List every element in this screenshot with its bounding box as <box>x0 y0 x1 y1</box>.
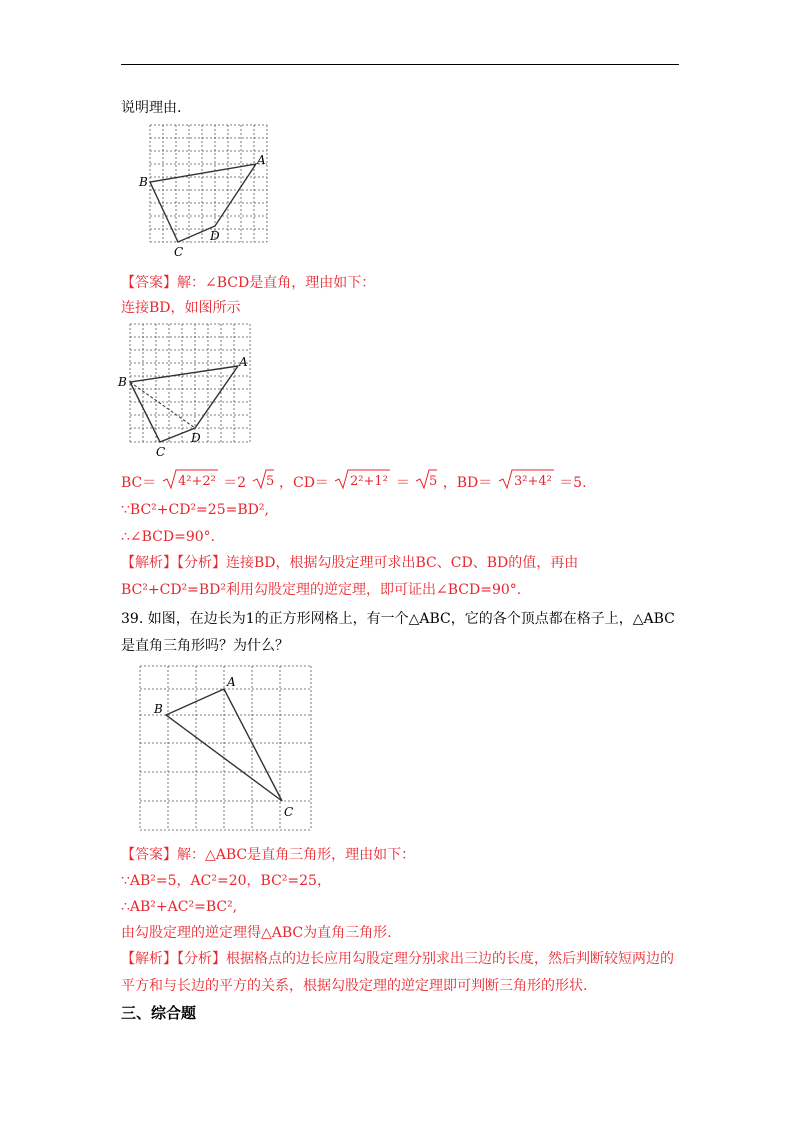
label-b: B <box>139 175 148 189</box>
label-b: B <box>154 702 163 716</box>
radical-cd <box>333 468 391 498</box>
label-a: A <box>227 675 236 689</box>
answer-text: 解：∠BCD是直角，理由如下： <box>177 275 376 291</box>
analysis-label: 【解析】【分析】 <box>121 555 226 571</box>
analysis-text: 连接BD，根据勾股定理可求出BC、CD、BD的值，再由BC²+CD²=BD²利用勾股定理的逆定理，即可证出∠BCD=90°. <box>121 555 579 598</box>
header-rule <box>121 64 679 65</box>
label-d: D <box>210 229 220 243</box>
radical-bd <box>497 468 555 498</box>
figure-grid-3 <box>136 664 321 834</box>
q38-lengths <box>121 468 587 492</box>
q39-answer <box>121 845 415 865</box>
radical-cd-2 <box>414 468 438 498</box>
q38-analysis <box>121 550 681 604</box>
answer-label: 【答案】 <box>121 847 177 863</box>
q39-analysis <box>121 946 681 1000</box>
analysis-label: 【解析】【分析】 <box>121 951 226 967</box>
cd-label: ，CD＝ <box>279 475 329 491</box>
radicand-cd: 2²+1² <box>350 474 389 489</box>
triangle-abc <box>166 689 282 801</box>
q38-answer <box>121 273 375 293</box>
answer-label: 【答案】 <box>121 275 177 291</box>
answer-text: 解：△ABC是直角三角形，理由如下： <box>177 847 416 863</box>
q38-connect: 连接BD，如图所示 <box>121 300 241 316</box>
radical-bc <box>161 468 219 498</box>
q38-therefore: ∴∠BCD=90°. <box>121 529 216 545</box>
q39-conclusion: 由勾股定理的逆定理得△ABC为直角三角形. <box>121 925 392 941</box>
radicand-bc: 4²+2² <box>177 474 216 489</box>
q39-because: ∵AB²=5，AC²=20，BC²=25， <box>121 873 331 889</box>
radicand-cd-2: 5 <box>429 474 438 489</box>
figure-grid-1 <box>136 120 276 260</box>
cd-mid: ＝ <box>395 475 410 491</box>
section-heading: 三、综合题 <box>121 1004 197 1022</box>
grid-lines <box>130 324 250 442</box>
label-a: A <box>257 153 266 167</box>
radicand-bd: 3²+4² <box>513 474 552 489</box>
grid-lines <box>150 125 267 242</box>
q39-question: 39. 如图，在边长为1的正方形网格上，有一个△ABC，它的各个顶点都在格子上，△ABC是直角三角形吗？为什么？ <box>121 611 675 654</box>
label-a: A <box>239 355 248 369</box>
intro-text: 说明理由. <box>121 100 182 116</box>
label-b: B <box>118 375 127 389</box>
polyline-abcd <box>130 366 238 442</box>
bc-label: BC＝ <box>121 475 157 491</box>
radicand-bc-2: 5 <box>265 474 274 489</box>
q39-therefore: ∴AB²+AC²=BC², <box>121 899 238 915</box>
label-c: C <box>156 445 166 459</box>
bd-end: ＝5. <box>559 475 587 491</box>
radical-bc-2 <box>251 468 275 498</box>
label-c: C <box>284 805 294 819</box>
bc-mid: ＝2 <box>223 475 247 491</box>
q38-because: ∵BC²+CD²=25=BD², <box>121 502 269 518</box>
analysis-text: 根据格点的边长应用勾股定理分别求出三边的长度，然后判断较短两边的平方和与长边的平方的关系，根据勾股定理的逆定理即可判断三角形的形状. <box>121 951 674 994</box>
figure-grid-2 <box>116 320 261 460</box>
label-d: D <box>191 431 201 445</box>
label-c: C <box>174 245 184 259</box>
bd-label: ，BD＝ <box>442 475 493 491</box>
